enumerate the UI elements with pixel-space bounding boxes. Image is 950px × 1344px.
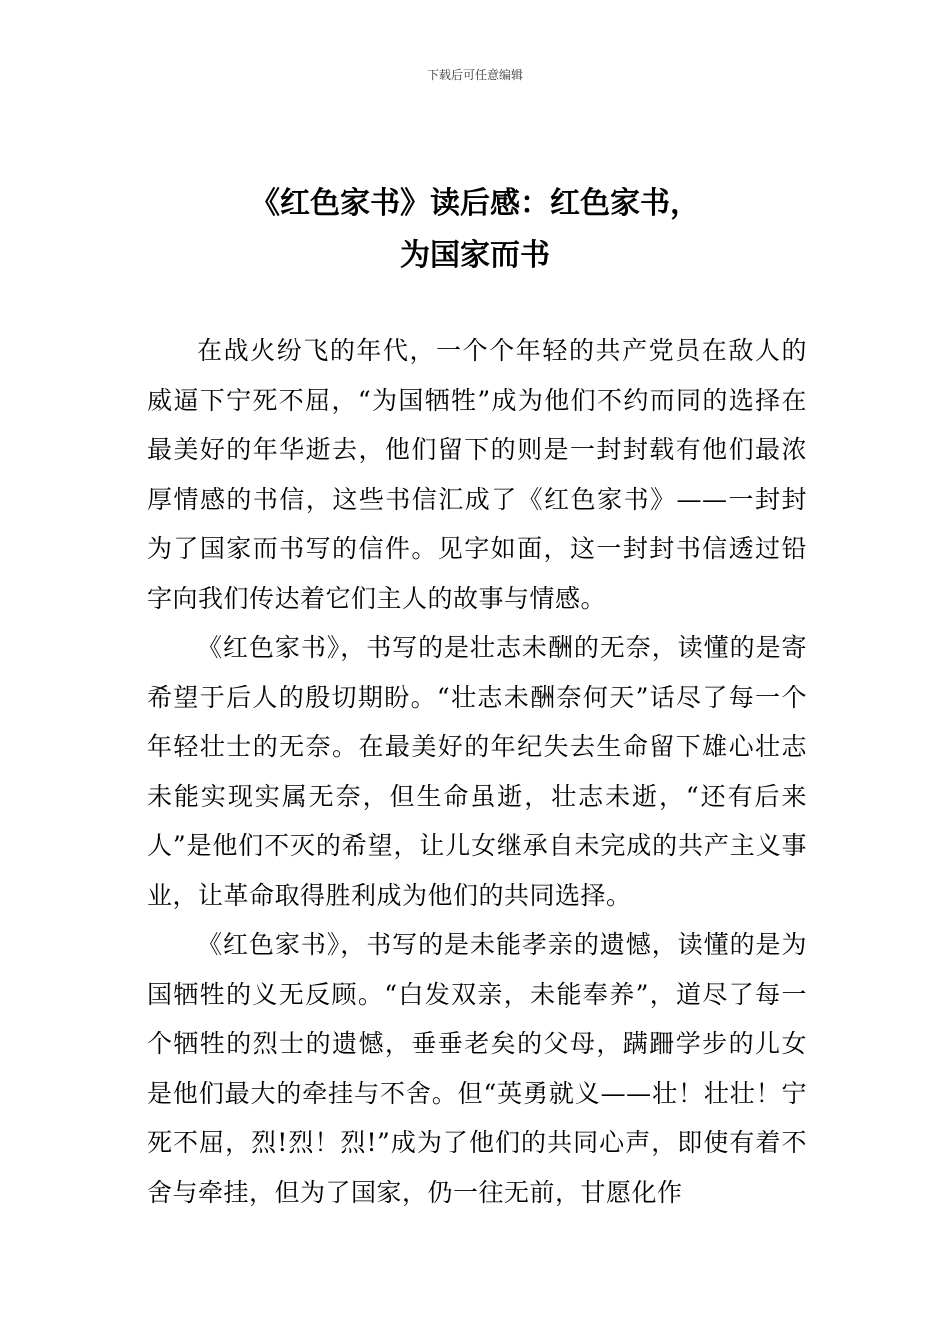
paragraph-2: 《红色家书》，书写的是壮志未酬的无奈，读懂的是寄希望于后人的殷切期盼。“壮志未酬奈何天”话尽了每一个年轻壮士的无奈。在最美好的年纪失去生命留下雄心壮志未能实现实属无奈，但生命虽逝，壮志未逝，“还有后来人”是他们不灭的希望，让儿女继承自未完成的共产主义事业，让革命取得胜利成为他们的共同选择。 xyxy=(147,633,807,910)
paragraph-3: 《红色家书》，书写的是未能孝亲的遗憾，读懂的是为国牺牲的义无反顾。“白发双亲，未能奉养”，道尽了每一个牺牲的烈士的遗憾，垂垂老矣的父母，蹒跚学步的儿女是他们最大的牵挂与不舍。但“英勇就义——壮！壮壮！宁死不屈，烈!烈！烈!”成为了他们的共同心声，即使有着不舍与牵挂，但为了国家，仍一往无前，甘愿化作 xyxy=(147,930,807,1207)
paragraph-1: 在战火纷飞的年代，一个个年轻的共产党员在敌人的威逼下宁死不屈，“为国牺牲”成为他们不约而同的选择在最美好的年华逝去，他们留下的则是一封封载有他们最浓厚情感的书信，这些书信汇成了《红色家书》——一封封为了国家而书写的信件。见字如面，这一封封书信透过铅字向我们传达着它们主人的故事与情感。 xyxy=(147,336,807,613)
header-note: 下载后可任意编辑 xyxy=(426,68,523,82)
title-line-1: 《红色家书》读后感：红色家书， xyxy=(250,186,700,221)
body-text xyxy=(147,326,807,1217)
document-title xyxy=(100,178,850,282)
title-line-2: 为国家而书 xyxy=(400,238,550,273)
